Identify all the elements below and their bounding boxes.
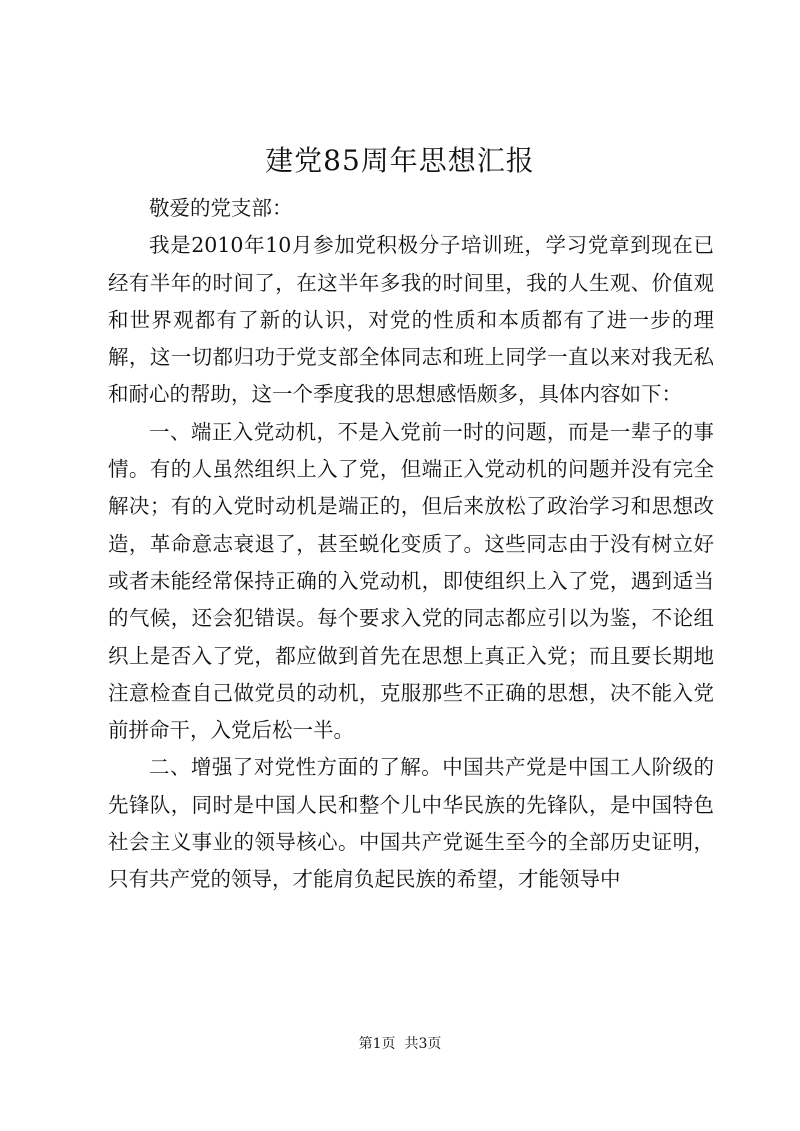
paragraph-intro: 我是2010年10月参加党积极分子培训班，学习党章到现在已经有半年的时间了，在这半年多我的时间里，我的人生观、价值观和世界观都有了新的认识，对党的性质和本质都有了进一步的理解，这一切都归功于党支部全体同志和班上同学一直以来对我无私和耐心的帮助，这一个季度我的思想感悟颇多，具体内容如下： <box>108 233 714 407</box>
salutation: 敬爱的党支部： <box>149 196 293 220</box>
document-body <box>108 190 714 899</box>
page-number: 第1页 <box>358 1036 396 1052</box>
paragraph-motivation: 一、端正入党动机，不是入党前一时的问题，而是一辈子的事情。有的人虽然组织上入了党，但端正入党动机的问题并没有完全解决；有的入党时动机是端正的，但后来放松了政治学习和思想改造，革命意志衰退了，甚至蜕化变质了。这些同志由于没有树立好或者未能经常保持正确的入党动机，即使组织上入了党，遇到适当的气候，还会犯错误。每个要求入党的同志都应引以为鉴，不论组织上是否入了党，都应做到首先在思想上真正入党；而且要长期地注意检查自己做党员的动机，克服那些不正确的思想，决不能入党前拼命干，入党后松一半。 <box>108 419 714 743</box>
page-total: 共3页 <box>404 1036 442 1052</box>
page-footer <box>0 1034 800 1054</box>
document-title: 建党85周年思想汇报 <box>265 144 535 177</box>
paragraph-party-spirit: 二、增强了对党性方面的了解。中国共产党是中国工人阶级的先锋队，同时是中国人民和整个儿中华民族的先锋队，是中国特色社会主义事业的领导核心。中国共产党诞生至今的全部历史证明，只有共产党的领导，才能肩负起民族的希望，才能领导中 <box>108 755 714 892</box>
